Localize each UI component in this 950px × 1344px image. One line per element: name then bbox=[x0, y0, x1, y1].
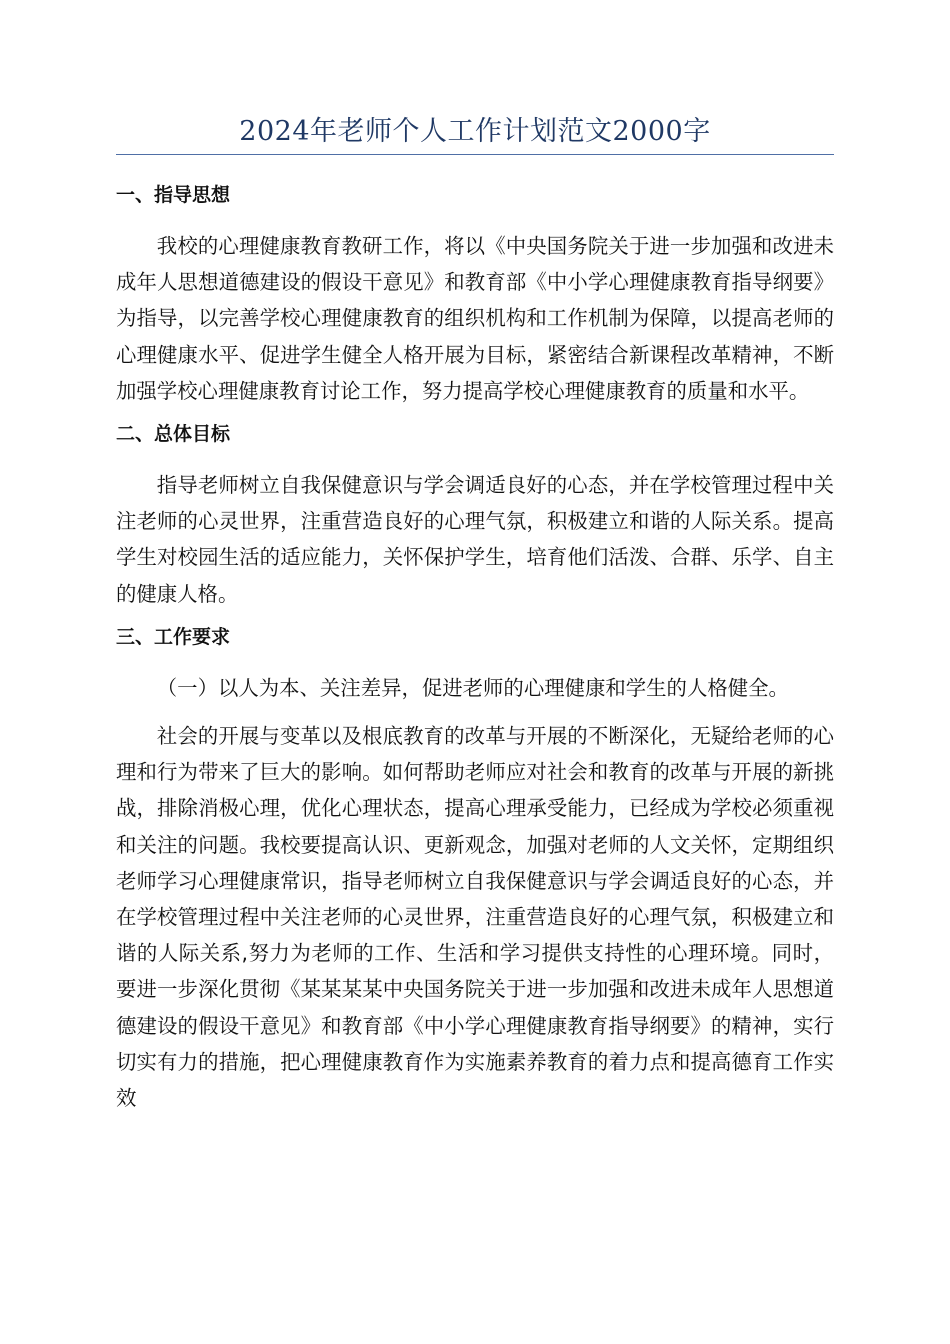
subheading-people-oriented: （一）以人为本、关注差异，促进老师的心理健康和学生的人格健全。 bbox=[156, 675, 789, 700]
paragraph-guiding-ideology: 我校的心理健康教育教研工作，将以《中央国务院关于进一步加强和改进未成年人思想道德建设的假设干意见》和教育部《中小学心理健康教育指导纲要》为指导，以完善学校心理健康教育的组织机构和工作机制为保障，以提高老师的心理健康水平、促进学生健全人格开展为目标，紧密结合新课程改革精神，不断加强学校心理健康教育讨论工作，努力提高学校心理健康教育的质量和水平。 bbox=[116, 234, 834, 403]
paragraph-work-requirements: 社会的开展与变革以及根底教育的改革与开展的不断深化，无疑给老师的心理和行为带来了巨大的影响。如何帮助老师应对社会和教育的改革与开展的新挑战，排除消极心理，优化心理状态，提高心理承受能力，已经成为学校必须重视和关注的问题。我校要提高认识、更新观念，加强对老师的人文关怀，定期组织老师学习心理健康常识，指导老师树立自我保健意识与学会调适良好的心态，并在学校管理过程中关注老师的心灵世界，注重营造良好的心理气氛，积极建立和谐的人际关系,努力为老师的工作、生活和学习提供支持性的心理环境。同时，要进一步深化贯彻《某某某某中央国务院关于进一步加强和改进未成年人思想道德建设的假设干意见》和教育部《中小学心理健康教育指导纲要》的精神，实行切实有力的措施，把心理健康教育作为实施素养教育的着力点和提高德育工作实效 bbox=[116, 724, 834, 1111]
section-heading-work-requirements: 三、工作要求 bbox=[116, 625, 231, 648]
document-title: 2024年老师个人工作计划范文2000字 bbox=[239, 116, 711, 147]
section-heading-overall-goals: 二、总体目标 bbox=[116, 423, 231, 446]
section-heading-guiding-ideology: 一、指导思想 bbox=[116, 184, 231, 206]
document-body bbox=[116, 170, 834, 1128]
paragraph-overall-goals: 指导老师树立自我保健意识与学会调适良好的心态，并在学校管理过程中关注老师的心灵世界，注重营造良好的心理气氛，积极建立和谐的人际关系。提高学生对校园生活的适应能力，关怀保护学生，培育他们活泼、合群、乐学、自主的健康人格。 bbox=[116, 473, 834, 606]
title-underline bbox=[116, 154, 834, 155]
